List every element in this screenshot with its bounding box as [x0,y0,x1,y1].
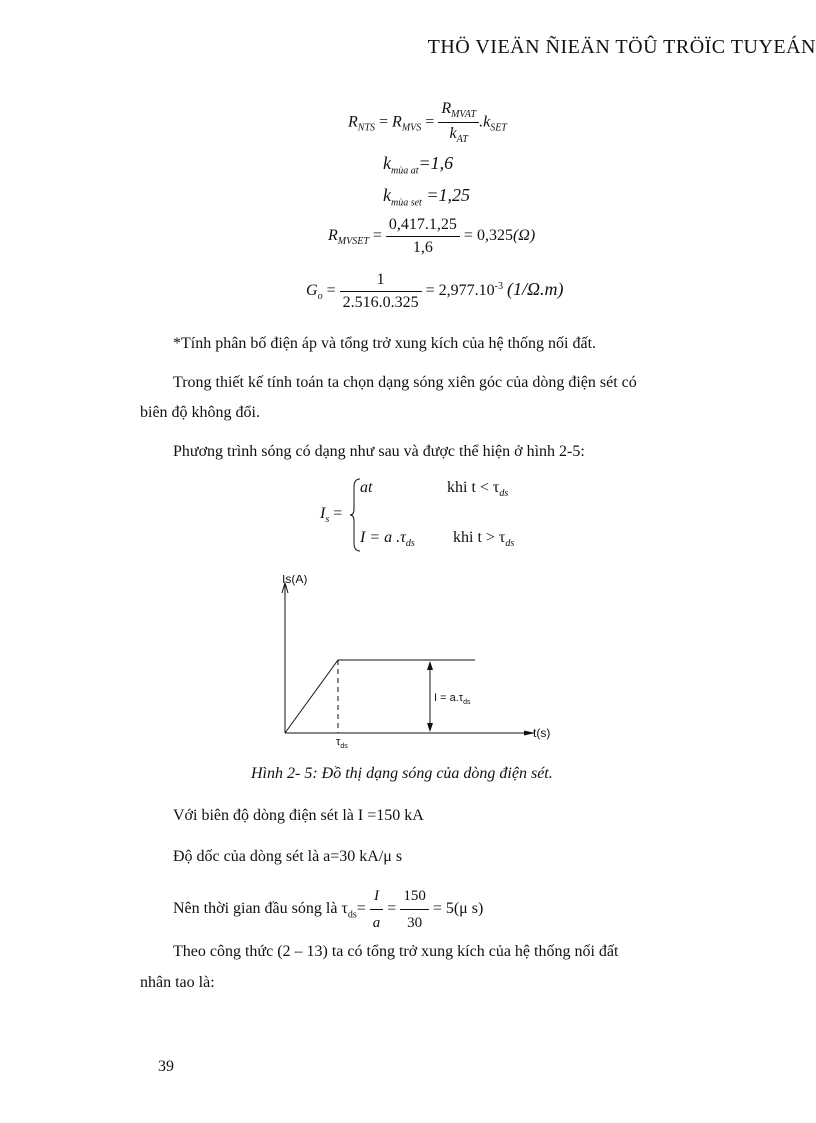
x-axis-label: t(s) [533,726,551,740]
page-number: 39 [158,1058,174,1075]
equation-rnts: $R_{NTS} = R_{MVS}$ = $\frac{R_{MVAT}}{k_{AT}}$ $.k_{SET}$ [348,100,507,146]
fraction-i-over-a: $\frac{I}{a}$ [370,885,384,934]
lightning-waveform-figure [270,575,560,755]
paragraph-7-line-2: nhân tao là: [140,974,215,991]
piecewise-equation: $I_s$ = at khi $t < \tau_{ds}$ I = a $.\tau_{ds}$ khi $t > \tau_{ds}$ [320,475,560,555]
equation-go: $G_o$ = $\frac{1}{2.516.0.325}$ = $2,977.10^{-3}$ (1/Ω.m) [306,271,564,311]
paragraph-7-line-1: Theo công thức (2 – 13) ta có tổng trở xung kích của hệ thống nối đất [173,943,619,960]
paragraph-2-line-1: Trong thiết kế tính toán ta chọn dạng sóng xiên góc của dòng điện sét có [173,374,637,391]
figure-caption: Hình 2- 5: Đồ thị dạng sóng của dòng điện sét. [251,765,553,782]
fraction-rmvset: $\frac{0,417.1,25}{1,6}$ [386,216,460,257]
paragraph-3: Phương trình sóng có dạng như sau và được thể hiện ở hình 2-5: [173,443,585,460]
tau-label: $\tau_{ds}$ [336,736,348,750]
paragraph-2-line-2: biên độ không đổi. [140,404,260,421]
paragraph-4: Với biên độ dòng điện sét là I =150 kA [173,807,424,824]
fraction-150-over-30: $\frac{150}{30}$ [400,885,429,934]
paragraph-1: *Tính phân bố điện áp và tổng trở xung kích của hệ thống nối đất. [173,335,597,352]
fraction-go: $\frac{1}{2.516.0.325}$ [340,271,422,312]
page-header: THÖ VIEÄN ÑIEÄN TÖÛ TRÖÏC TUYEÁN [427,36,816,58]
fraction-rmvat-kat: $\frac{R_{MVAT}}{k_{AT}}$ [438,100,479,145]
paragraph-5: Độ dốc của dòng sét là a=30 kA/μ s [173,848,403,865]
y-axis-label: Is(A) [282,575,308,586]
paragraph-6: Nên thời gian đầu sóng là $\tau_{ds}=$ $\frac{I}{a}$ = $\frac{150}{30}$ = 5(μ s) [173,885,483,934]
amplitude-arrow-top-icon [427,661,433,670]
equation-rmvset: $R_{MVSET}$ = $\frac{0,417.1,25}{1,6}$ = 0,325(Ω) [328,216,536,256]
amplitude-arrow-bottom-icon [427,723,433,732]
equation-k-mua-at: $k_{mùa at}=1,6$ [383,153,454,177]
equation-k-mua-set: $k_{mùa set} =1,25$ [383,185,470,209]
plateau-label: $I = a.\tau_{ds}$ [434,692,471,706]
